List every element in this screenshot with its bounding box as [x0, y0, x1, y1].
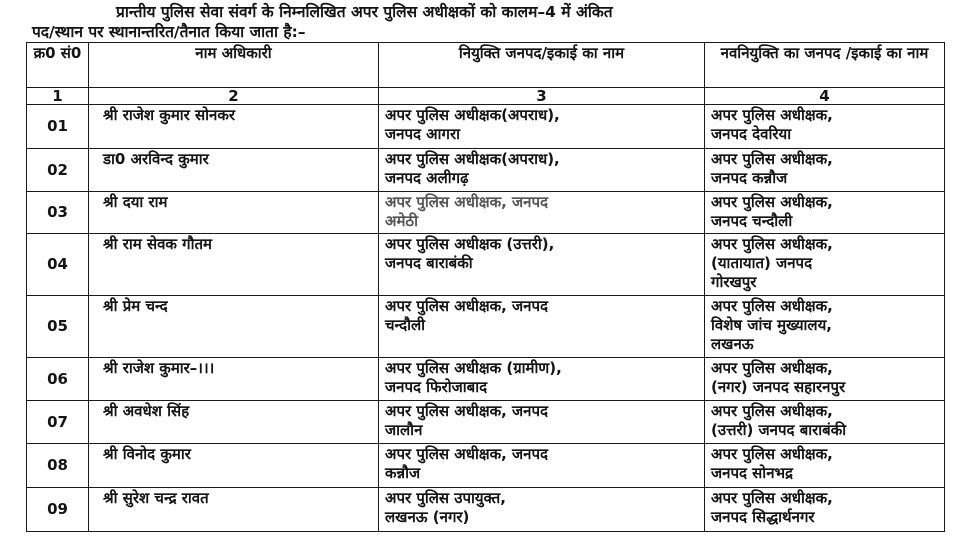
- table-row: [27, 192, 945, 234]
- column-number: 4: [705, 88, 945, 105]
- row-officer-name: श्री अवधेश सिंह: [89, 401, 379, 444]
- current-posting-text: अपर पुलिस अधीक्षक, जनपद जालौन: [385, 402, 548, 439]
- table-row: [27, 234, 945, 296]
- column-number: 2: [89, 88, 379, 105]
- row-current-posting: [379, 401, 705, 444]
- row-serial: 03: [27, 192, 89, 234]
- row-serial: 02: [27, 149, 89, 192]
- new-posting-text: अपर पुलिस अधीक्षक, विशेष जांच मुख्यालय, लखनऊ: [711, 297, 833, 353]
- row-serial: 04: [27, 234, 89, 296]
- row-current-posting: [379, 234, 705, 296]
- new-posting-text: अपर पुलिस अधीक्षक, (उत्तरी) जनपद बाराबंकी: [711, 402, 847, 439]
- new-posting-text: अपर पुलिस अधीक्षक, जनपद सोनभद्र: [711, 445, 833, 482]
- row-new-posting: [705, 488, 945, 532]
- table-row: [27, 358, 945, 401]
- row-current-posting: [379, 358, 705, 401]
- row-serial: 09: [27, 488, 89, 532]
- intro-line-2: पद/स्थान पर स्थानान्तरित/तैनात किया जाता है:–: [32, 23, 306, 41]
- row-new-posting: [705, 192, 945, 234]
- table-row: [27, 105, 945, 149]
- column-number-row: [27, 88, 945, 105]
- row-current-posting: [379, 192, 705, 234]
- row-current-posting: [379, 149, 705, 192]
- row-new-posting: [705, 234, 945, 296]
- row-current-posting: [379, 105, 705, 149]
- row-current-posting: [379, 296, 705, 358]
- row-officer-name: श्री राजेश कुमार–।।।: [89, 358, 379, 401]
- row-new-posting: [705, 358, 945, 401]
- new-posting-text: अपर पुलिस अधीक्षक, (यातायात) जनपद गोरखपुर: [711, 235, 833, 291]
- row-new-posting: [705, 105, 945, 149]
- header-current-posting: नियुक्ति जनपद/इकाई का नाम: [379, 43, 705, 88]
- table-row: [27, 488, 945, 532]
- row-current-posting: [379, 488, 705, 532]
- row-serial: 08: [27, 444, 89, 488]
- current-posting-text: अपर पुलिस अधीक्षक, जनपद कन्नौज: [385, 445, 548, 482]
- current-posting-text: अपर पुलिस अधीक्षक (उत्तरी), जनपद बाराबंकी: [385, 235, 555, 272]
- row-current-posting: [379, 444, 705, 488]
- header-new-posting: नवनियुक्ति का जनपद /इकाई का नाम: [705, 43, 945, 88]
- column-number: 1: [27, 88, 89, 105]
- header-serial: क्र0 सं0: [27, 43, 89, 88]
- row-officer-name: श्री दया राम: [89, 192, 379, 234]
- intro-line-1: प्रान्तीय पुलिस सेवा संवर्ग के निम्नलिखित अपर पुलिस अधीक्षकों को कालम–4 में अंकित: [116, 3, 613, 21]
- row-officer-name: श्री राजेश कुमार सोनकर: [89, 105, 379, 149]
- new-posting-text: अपर पुलिस अधीक्षक, जनपद कन्नौज: [711, 150, 833, 187]
- row-new-posting: [705, 444, 945, 488]
- new-posting-text: अपर पुलिस अधीक्षक, (नगर) जनपद सहारनपुर: [711, 359, 846, 396]
- new-posting-text: अपर पुलिस अधीक्षक, जनपद देवरिया: [711, 106, 833, 143]
- table-row: [27, 296, 945, 358]
- new-posting-text: अपर पुलिस अधीक्षक, जनपद चन्दौली: [711, 193, 833, 230]
- row-new-posting: [705, 296, 945, 358]
- row-officer-name: श्री विनोद कुमार: [89, 444, 379, 488]
- row-serial: 05: [27, 296, 89, 358]
- new-posting-text: अपर पुलिस अधीक्षक, जनपद सिद्धार्थनगर: [711, 489, 833, 526]
- column-number: 3: [379, 88, 705, 105]
- header-officer-name: नाम अधिकारी: [89, 43, 379, 88]
- current-posting-text: अपर पुलिस अधीक्षक(अपराध), जनपद अलीगढ़: [385, 150, 560, 187]
- current-posting-text: अपर पुलिस अधीक्षक, जनपद चन्दौली: [385, 297, 548, 334]
- row-new-posting: [705, 401, 945, 444]
- row-new-posting: [705, 149, 945, 192]
- row-officer-name: डा0 अरविन्द कुमार: [89, 149, 379, 192]
- current-posting-text: अपर पुलिस अधीक्षक(अपराध), जनपद आगरा: [385, 106, 560, 143]
- row-officer-name: श्री राम सेवक गौतम: [89, 234, 379, 296]
- table-row: [27, 401, 945, 444]
- table-header-row: [27, 43, 945, 88]
- current-posting-text: अपर पुलिस अधीक्षक, जनपद अमेठी: [385, 193, 548, 230]
- table-row: [27, 149, 945, 192]
- current-posting-text: अपर पुलिस अधीक्षक (ग्रामीण), जनपद फिरोजाबाद: [385, 359, 562, 396]
- row-officer-name: श्री सुरेश चन्द्र रावत: [89, 488, 379, 532]
- row-serial: 01: [27, 105, 89, 149]
- intro-paragraph: [26, 2, 966, 42]
- table-row: [27, 444, 945, 488]
- row-serial: 06: [27, 358, 89, 401]
- row-officer-name: श्री प्रेम चन्द: [89, 296, 379, 358]
- row-serial: 07: [27, 401, 89, 444]
- current-posting-text: अपर पुलिस उपायुक्त, लखनऊ (नगर): [385, 489, 506, 526]
- transfer-table: [26, 42, 945, 532]
